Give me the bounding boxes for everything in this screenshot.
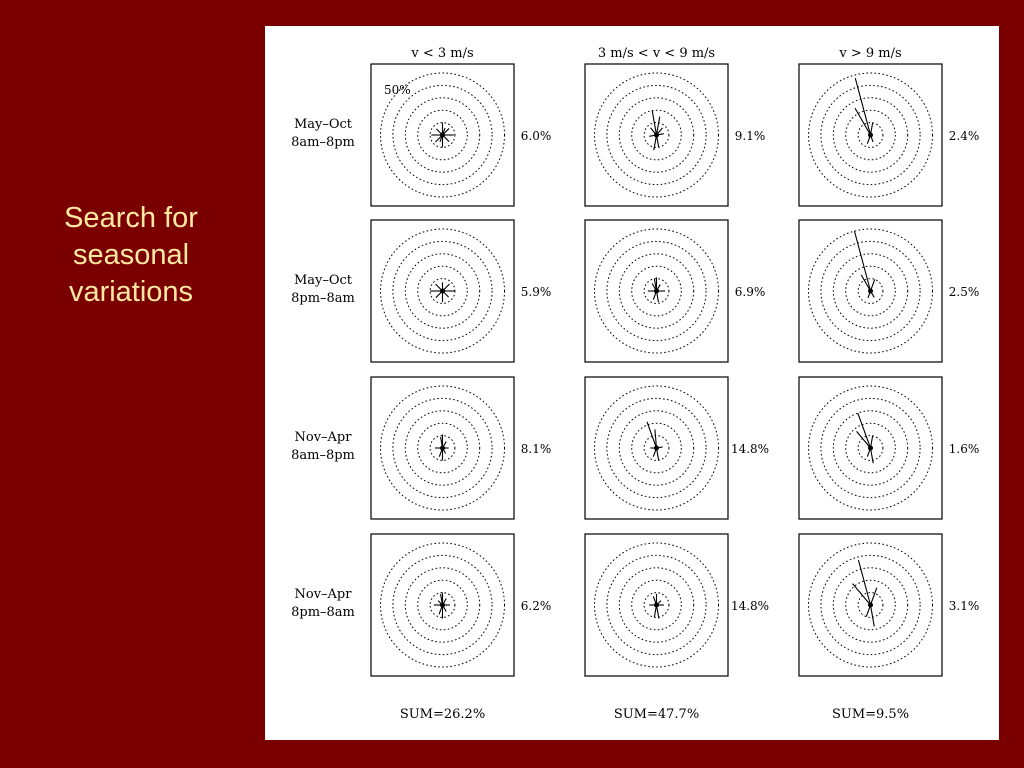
slide-title-line: Search for [64, 202, 198, 234]
rose-center [440, 603, 445, 608]
rose-percentage: 6.0% [520, 129, 552, 143]
column-header: v < 3 m/s [411, 46, 474, 61]
row-label: 8am–8pm [291, 448, 355, 463]
rose-percentage: 2.5% [948, 285, 980, 299]
column-sum: SUM=26.2% [399, 707, 486, 722]
rose-spoke [855, 108, 871, 135]
rose-center [868, 133, 873, 138]
rose-percentage: 2.4% [948, 129, 980, 143]
row-label: Nov–Apr [294, 430, 352, 445]
rose-center [654, 603, 659, 608]
rose-center [868, 446, 873, 451]
wind-rose-figure [265, 26, 999, 740]
rose-percentage: 6.2% [520, 599, 552, 613]
column-header: 3 m/s < v < 9 m/s [597, 46, 716, 61]
rose-percentage: 8.1% [520, 442, 552, 456]
row-label: May–Oct [293, 273, 353, 288]
rose-spoke [871, 605, 875, 626]
rose-percentage: 5.9% [520, 285, 552, 299]
rose-percentage: 3.1% [948, 599, 980, 613]
row-label: 8pm–8am [291, 605, 355, 620]
rose-percentage: 14.8% [730, 442, 770, 456]
rose-center [440, 133, 445, 138]
row-label: 8am–8pm [291, 135, 355, 150]
rose-percentage: 1.6% [948, 442, 980, 456]
rose-spoke [871, 588, 877, 605]
slide-title [36, 200, 226, 311]
row-label: Nov–Apr [294, 587, 352, 602]
row-label: May–Oct [293, 117, 353, 132]
rose-percentage: 9.1% [734, 129, 766, 143]
rose-center [868, 289, 873, 294]
row-label: 8pm–8am [291, 291, 355, 306]
rose-spoke [861, 275, 870, 291]
column-sum: SUM=9.5% [831, 707, 910, 722]
ring-scale-label: 50% [384, 83, 411, 97]
column-header: v > 9 m/s [839, 46, 902, 61]
rose-center [654, 289, 659, 294]
slide-title-line: seasonal [72, 239, 190, 271]
rose-center [440, 446, 445, 451]
rose-center [654, 446, 659, 451]
rose-spoke [855, 78, 870, 135]
column-sum: SUM=47.7% [613, 707, 700, 722]
rose-center [654, 133, 659, 138]
rose-percentage: 14.8% [730, 599, 770, 613]
rose-percentage: 6.9% [734, 285, 766, 299]
wind-rose-grid [265, 26, 999, 740]
slide-title-line: variations [68, 276, 194, 308]
rose-center [440, 289, 445, 294]
rose-center [868, 603, 873, 608]
